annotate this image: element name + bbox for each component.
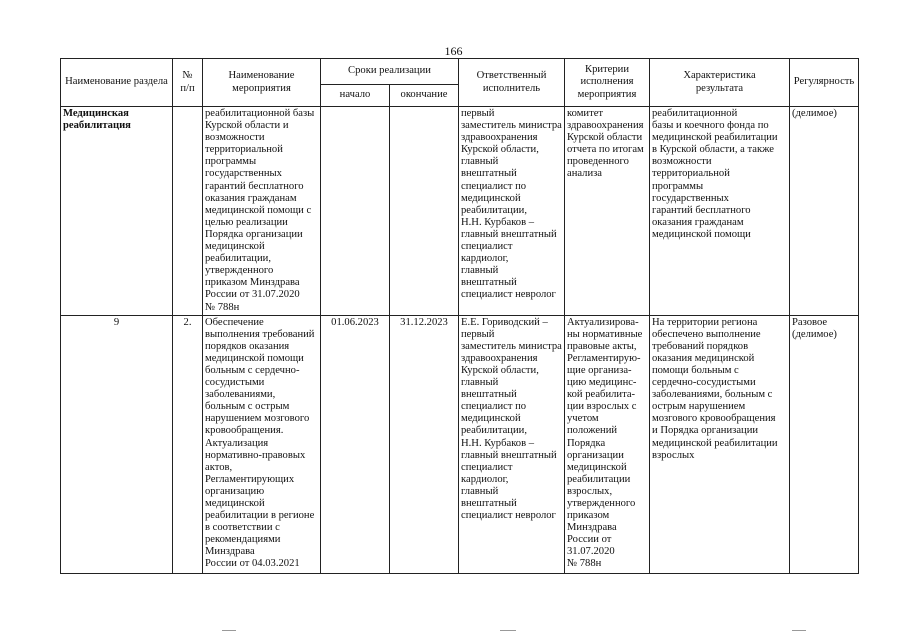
table-row [61,107,859,316]
cell-result: реабилитационной базы и коечного фонда по медицинской реабилитации в Курской области, а также возможности территориальной программы государственных гарантий бесплатного оказания гражданам медицинской помощи [650,107,790,316]
header-event: Наименование мероприятия [203,59,321,107]
cell-event: реабилитационной базы Курской области и возможности территориальной программы государственных гарантий бесплатного оказания гражданам медицинской помощи с целью реализации Порядка организации медицинской реабилитации, утвержденного приказом Минздрава России от 31.07.2020 № 788н [203,107,321,316]
scan-mark [222,630,236,631]
header-criteria: Критерии исполнения мероприятия [565,59,650,107]
cell-end: 31.12.2023 [390,315,459,573]
header-responsible: Ответственный исполнитель [459,59,565,107]
cell-criteria: Актуализирова- ны нормативные правовые акты, Регламентирую- щие организа- цию медицинс- кой реабилита- ции взрослых с учетом положений Порядка организации медицинской реабилитации взрослых, утвержденного приказом Минздрава России от 31.07.2020 № 788н [565,315,650,573]
table-row [61,315,859,573]
cell-num [173,107,203,316]
cell-section-num: 9 [61,315,173,573]
header-terms: Сроки реализации [321,59,459,85]
cell-responsible: Е.Е. Гориводский – первый заместитель министра здравоохранения Курской области, главный внештатный специалист по медицинской реабилитации, Н.Н. Курбаков – главный внештатный специалист кардиолог, главный внештатный специалист невролог [459,315,565,573]
page-number: 166 [444,44,463,58]
cell-num: 2. [173,315,203,573]
cell-start: 01.06.2023 [321,315,390,573]
scan-mark [792,630,806,631]
cell-start [321,107,390,316]
header-regularity: Регулярность [790,59,859,107]
cell-regularity: Разовое (делимое) [790,315,859,573]
cell-end [390,107,459,316]
header-section: Наименование раздела [61,59,173,107]
cell-regularity: (делимое) [790,107,859,316]
cell-criteria: комитет здравоохранения Курской области отчета по итогам проведенного анализа [565,107,650,316]
header-end: окончание [390,85,459,107]
cell-result: На территории региона обеспечено выполнение требований порядков оказания медицинской помощи больным с сердечно-сосудистыми заболеваниями, больным с острым нарушением мозгового кровообращения и Порядка организации медицинской реабилитации взрослых [650,315,790,573]
scan-mark [500,630,516,631]
header-result: Характеристика результата [650,59,790,107]
cell-responsible: первый заместитель министра здравоохранения Курской области, главный внештатный специалист по медицинской реабилитации, Н.Н. Курбаков – главный внештатный специалист кардиолог, главный внештатный специалист невролог [459,107,565,316]
cell-event: Обеспечение выполнения требований порядков оказания медицинской помощи больным с сердечно- сосудистыми заболеваниями, больным с острым нарушением мозгового кровообращения. Актуализация нормативно-правовых актов, Регламентирующих организацию медицинской реабилитации в регионе в соответствии с рекомендациями Минздрава России от 04.03.2021 [203,315,321,573]
header-start: начало [321,85,390,107]
scan-artifacts [0,628,907,634]
header-num: № п/п [173,59,203,107]
cell-section: Медицинская реабилитация [61,107,173,316]
plan-table [60,58,859,574]
